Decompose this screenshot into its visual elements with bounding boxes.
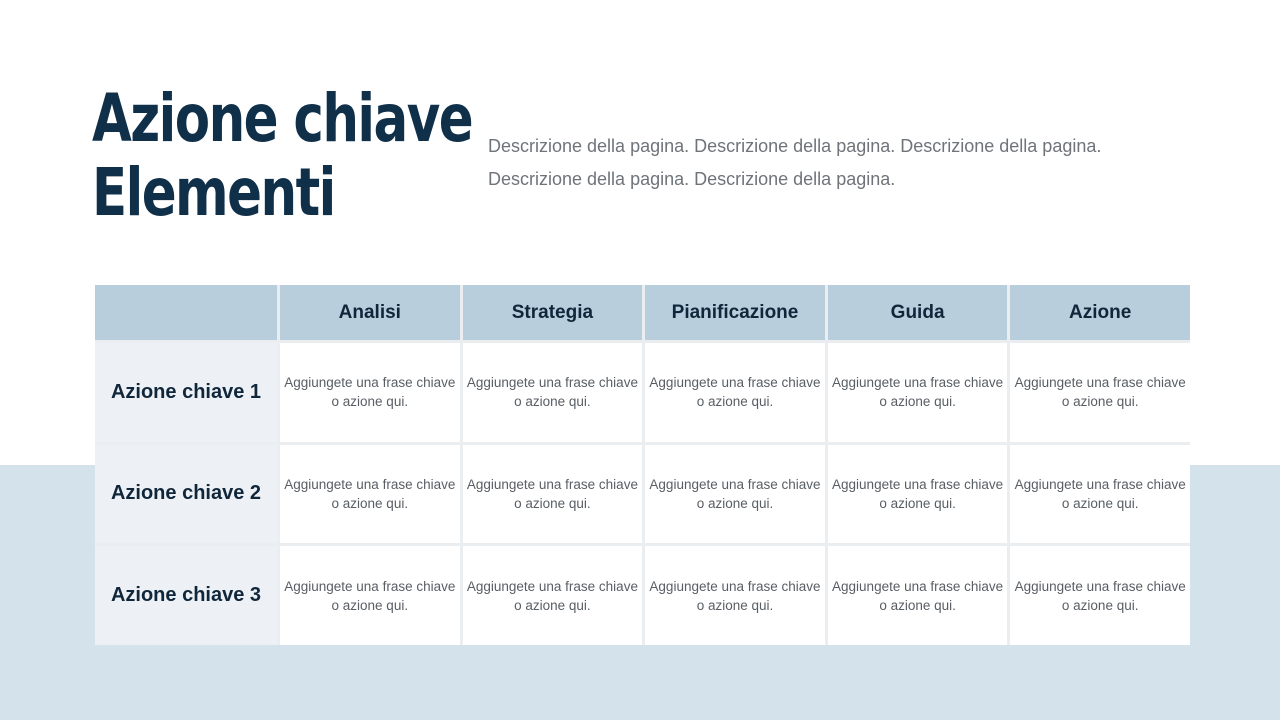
- table-cell: Aggiungete una frase chiave o azione qui.: [645, 546, 825, 645]
- table-cell: Aggiungete una frase chiave o azione qui.: [828, 343, 1008, 442]
- table-cell: Aggiungete una frase chiave o azione qui.: [1010, 343, 1190, 442]
- table-cell: Aggiungete una frase chiave o azione qui.: [828, 445, 1008, 544]
- page-description: Descrizione della pagina. Descrizione della pagina. Descrizione della pagina. Descrizione della pagina. Descrizione della pagina.: [488, 136, 1102, 189]
- title-line-1: Azione chiave: [92, 80, 473, 157]
- row-header: Azione chiave 2: [95, 445, 277, 544]
- title-line-2: Elementi: [92, 154, 335, 231]
- table-cell: Aggiungete una frase chiave o azione qui.: [1010, 445, 1190, 544]
- table-cell: Aggiungete una frase chiave o azione qui.: [280, 546, 460, 645]
- column-header-guida: Guida: [828, 285, 1008, 340]
- table-cell: Aggiungete una frase chiave o azione qui.: [645, 445, 825, 544]
- table-cell: Aggiungete una frase chiave o azione qui.: [280, 343, 460, 442]
- table-cell: Aggiungete una frase chiave o azione qui.: [463, 546, 643, 645]
- column-header-strategia: Strategia: [463, 285, 643, 340]
- table-cell: Aggiungete una frase chiave o azione qui.: [463, 445, 643, 544]
- table-cell: Aggiungete una frase chiave o azione qui.: [280, 445, 460, 544]
- column-header-azione: Azione: [1010, 285, 1190, 340]
- table-cell: Aggiungete una frase chiave o azione qui.: [463, 343, 643, 442]
- table-cell: Aggiungete una frase chiave o azione qui.: [645, 343, 825, 442]
- key-actions-table: [95, 285, 1190, 645]
- table-corner-cell: [95, 285, 277, 340]
- column-header-analisi: Analisi: [280, 285, 460, 340]
- page-title: [92, 80, 473, 231]
- table-cell: Aggiungete una frase chiave o azione qui.: [1010, 546, 1190, 645]
- row-header: Azione chiave 1: [95, 343, 277, 442]
- table-cell: Aggiungete una frase chiave o azione qui.: [828, 546, 1008, 645]
- row-header: Azione chiave 3: [95, 546, 277, 645]
- column-header-pianificazione: Pianificazione: [645, 285, 825, 340]
